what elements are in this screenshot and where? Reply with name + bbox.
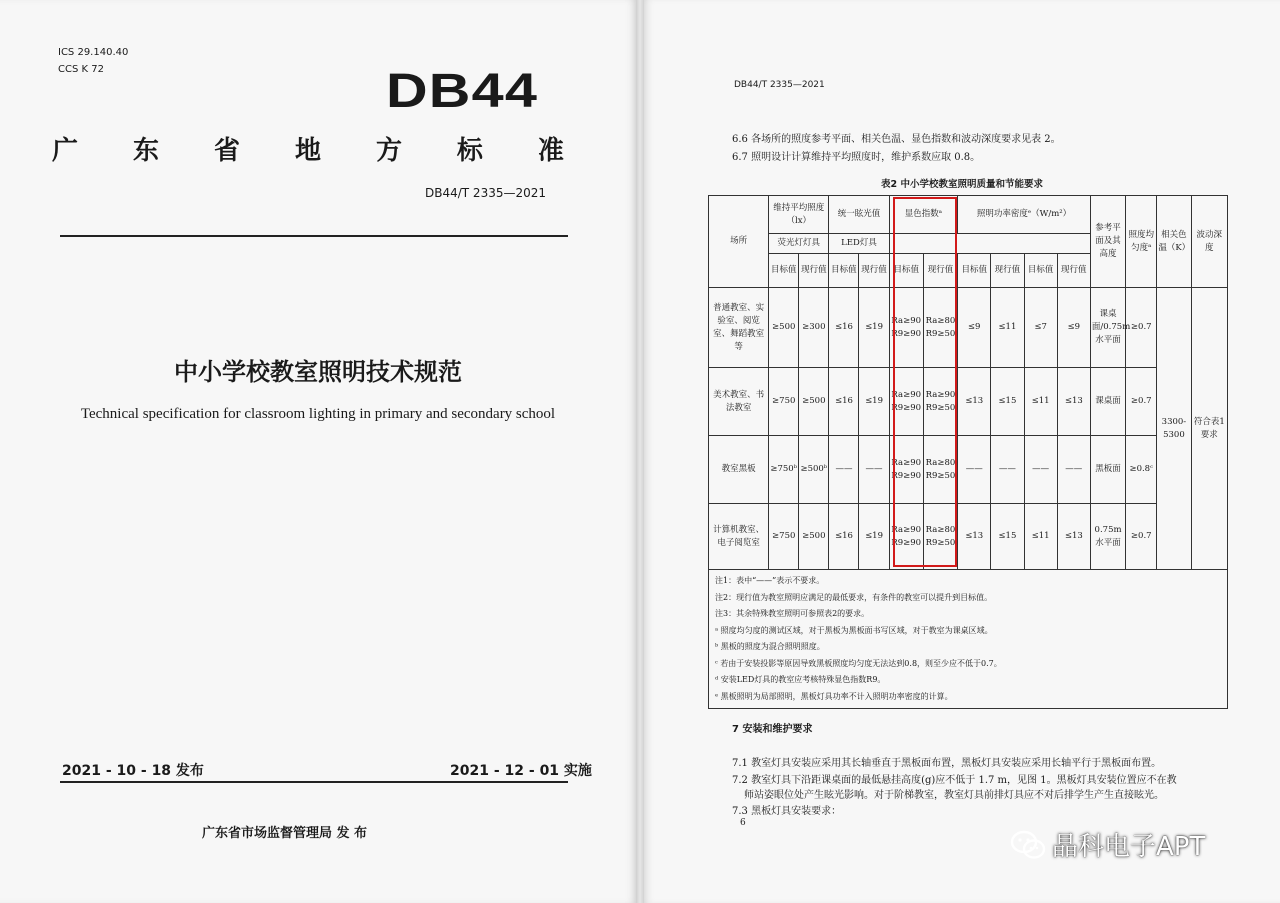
table-note: ᵈ 安装LED灯具的教室应考核特殊显色指数R9。 — [715, 675, 886, 684]
implement-date: 2021 - 12 - 01 实施 — [450, 763, 592, 779]
cell-cri-current: Ra≥80 R9≥50 — [923, 504, 957, 570]
cell-cri-current: Ra≥80 R9≥50 — [923, 288, 957, 368]
header-target: 目标值 — [829, 254, 859, 288]
cell-led-target: ≤7 — [1024, 288, 1057, 368]
clause-7-3: 7.3 黑板灯具安装要求： — [732, 806, 842, 817]
header-fluorescent: 荧光灯灯具 — [769, 234, 829, 254]
header-ref-plane: 参考平面及其高度 — [1090, 196, 1125, 288]
clause-6-6: 6.6 各场所的照度参考平面、相关色温、显色指数和波动深度要求见表 2。 — [732, 134, 1061, 145]
header-cct: 相关色温（K） — [1157, 196, 1191, 288]
clause-7-2-cont: 师站姿眼位处产生眩光影响。对于阶梯教室，教室灯具前排灯具应不对后排学生产生直接眩光。 — [744, 790, 1164, 801]
watermark — [1010, 826, 1205, 863]
category-char: 地 — [294, 136, 321, 166]
cell-fluor-target: ≤13 — [958, 368, 991, 436]
cell-ref-plane: 0.75m水平面 — [1090, 504, 1125, 570]
cell-led-target: —— — [1024, 436, 1057, 504]
standard-code: DB44/T 2335—2021 — [425, 186, 547, 200]
table-row — [709, 436, 1228, 504]
table-row — [709, 368, 1228, 436]
table-note: ᶜ 若由于安装投影等原因导致黑板照度均匀度无法达到0.8，则至少应不低于0.7。 — [715, 658, 1002, 668]
cell-fluor-current: ≤11 — [991, 288, 1024, 368]
category-char: 方 — [375, 136, 402, 166]
table-row — [709, 288, 1228, 368]
category-char: 省 — [213, 136, 240, 166]
cell-place: 普通教室、实验室、阅览室、舞蹈教室等 — [709, 288, 769, 368]
table-note: 注2：现行值为教室照明应满足的最低要求，有条件的教室可以提升到目标值。 — [715, 592, 993, 602]
category-char: 东 — [132, 136, 159, 166]
cell-cri-current: Ra≥80 R9≥50 — [923, 436, 957, 504]
cell-ugr-target: ≤16 — [829, 288, 859, 368]
cell-fluor-target: ≤9 — [958, 288, 991, 368]
cell-cri-target: Ra≥90 R9≥90 — [889, 368, 923, 436]
header-current: 现行值 — [1057, 254, 1090, 288]
header-illuminance: 维持平均照度（lx） — [769, 196, 829, 234]
section-7-heading: 7 安装和维护要求 — [732, 724, 813, 735]
clause-7-1: 7.1 教室灯具安装应采用其长轴垂直于黑板面布置，黑板灯具安装应采用长轴平行于黑板面布置。 — [732, 758, 1162, 769]
cell-illum-target: ≥750ᵇ — [769, 436, 799, 504]
cell-illum-current: ≥500ᵇ — [799, 436, 829, 504]
header-led: LED灯具 — [829, 234, 889, 254]
lighting-quality-table — [708, 195, 1228, 709]
ics-code: ICS 29.140.40 — [58, 47, 129, 58]
table-notes — [709, 570, 1228, 709]
header-target: 目标值 — [889, 254, 923, 288]
cri-highlight-box — [893, 197, 957, 567]
category-char: 准 — [537, 136, 564, 166]
divider — [60, 235, 568, 237]
table-row — [709, 504, 1228, 570]
header-current: 现行值 — [991, 254, 1024, 288]
header-lpd: 照明功率密度ᵉ（W/m²） — [958, 196, 1091, 234]
page-number: 6 — [740, 818, 746, 828]
book-gutter — [636, 0, 644, 903]
cell-cct: 3300-5300 — [1157, 288, 1191, 570]
header-cri: 显色指数ᵃ — [889, 196, 958, 234]
clause-6-7: 6.7 照明设计计算维持平均照度时，维护系数应取 0.8。 — [732, 152, 981, 163]
cell-uniformity: ≥0.8ᶜ — [1126, 436, 1157, 504]
header-current: 现行值 — [859, 254, 889, 288]
page-header: DB44/T 2335—2021 — [734, 80, 825, 90]
cell-uniformity: ≥0.7 — [1126, 368, 1157, 436]
cell-fluor-target: —— — [958, 436, 991, 504]
table-note: ᵃ 照度均匀度的测试区域，对于黑板为黑板面书写区域，对于教室为课桌区域。 — [715, 625, 993, 635]
cell-led-current: ≤13 — [1057, 504, 1090, 570]
cell-led-target: ≤11 — [1024, 504, 1057, 570]
ccs-code: CCS K 72 — [58, 64, 104, 75]
cell-cri-target: Ra≥90 R9≥90 — [889, 288, 923, 368]
cell-illum-target: ≥500 — [769, 288, 799, 368]
watermark-text: 晶科电子APT — [1052, 832, 1206, 862]
cell-ref-plane: 课桌面 — [1090, 368, 1125, 436]
cell-illum-current: ≥500 — [799, 504, 829, 570]
table-note: ᵇ 黑板的照度为混合照明照度。 — [715, 642, 825, 651]
cell-led-current: ≤9 — [1057, 288, 1090, 368]
publish-date: 2021 - 10 - 18 发布 — [62, 763, 204, 779]
table-note: ᵉ 黑板照明为局部照明，黑板灯具功率不计入照明功率密度的计算。 — [715, 691, 953, 701]
publisher: 广东省市场监督管理局 发 布 — [202, 826, 368, 841]
category-char: 标 — [456, 136, 483, 166]
cell-flicker: 符合表1要求 — [1191, 288, 1227, 570]
cell-ugr-current: ≤19 — [859, 504, 889, 570]
header-target: 目标值 — [958, 254, 991, 288]
cell-illum-current: ≥500 — [799, 368, 829, 436]
cell-place: 美术教室、书法教室 — [709, 368, 769, 436]
cell-ref-plane: 黑板面 — [1090, 436, 1125, 504]
cell-ugr-target: ≤16 — [829, 504, 859, 570]
cell-led-current: —— — [1057, 436, 1090, 504]
db44-logo: DB44 — [386, 65, 539, 118]
classification-codes — [58, 44, 128, 78]
cell-illum-target: ≥750 — [769, 504, 799, 570]
header-ugr: 统一眩光值 — [829, 196, 889, 234]
header-target: 目标值 — [769, 254, 799, 288]
cell-place: 教室黑板 — [709, 436, 769, 504]
table-note: 注1：表中“——”表示不要求。 — [715, 576, 825, 585]
cell-led-current: ≤13 — [1057, 368, 1090, 436]
table-note: 注3：其余特殊教室照明可参照表2的要求。 — [715, 609, 870, 618]
cell-ugr-target: ≤16 — [829, 368, 859, 436]
cell-uniformity: ≥0.7 — [1126, 288, 1157, 368]
table-notes-row — [709, 570, 1228, 709]
cell-cri-target: Ra≥90 R9≥90 — [889, 504, 923, 570]
header-current: 现行值 — [799, 254, 829, 288]
header-place: 场所 — [709, 196, 769, 288]
category-char: 广 — [52, 136, 79, 166]
cell-place: 计算机教室、电子阅览室 — [709, 504, 769, 570]
divider — [60, 781, 568, 783]
header-flicker: 波动深度 — [1191, 196, 1227, 288]
cell-illum-current: ≥300 — [799, 288, 829, 368]
header-current: 现行值 — [923, 254, 957, 288]
table-caption: 表2 中小学校教室照明质量和节能要求 — [881, 179, 1043, 190]
cell-cri-target: Ra≥90 R9≥90 — [889, 436, 923, 504]
cell-illum-target: ≥750 — [769, 368, 799, 436]
cell-ugr-current: ≤19 — [859, 288, 889, 368]
clause-7-2: 7.2 教室灯具下沿距课桌面的最低悬挂高度(g)应不低于 1.7 m，见图 1。黑板灯具安装位置应不在教 — [732, 775, 1177, 786]
cell-fluor-current: —— — [991, 436, 1024, 504]
cell-fluor-target: ≤13 — [958, 504, 991, 570]
cell-fluor-current: ≤15 — [991, 368, 1024, 436]
wechat-icon — [1010, 830, 1046, 860]
cell-ugr-target: —— — [829, 436, 859, 504]
cover-page — [0, 0, 636, 903]
cell-ugr-current: —— — [859, 436, 889, 504]
cell-led-target: ≤11 — [1024, 368, 1057, 436]
standard-category — [52, 130, 564, 167]
content-page — [644, 0, 1280, 903]
header-uniformity: 照度均匀度ᵃ — [1126, 196, 1157, 288]
document-title-en: Technical specification for classroom lighting in primary and secondary school — [80, 406, 556, 422]
cell-ugr-current: ≤19 — [859, 368, 889, 436]
document-title-cn: 中小学校教室照明技术规范 — [174, 358, 462, 386]
cell-ref-plane: 课桌面/0.75m水平面 — [1090, 288, 1125, 368]
header-target: 目标值 — [1024, 254, 1057, 288]
cell-uniformity: ≥0.7 — [1126, 504, 1157, 570]
cell-cri-current: Ra≥90 R9≥50 — [923, 368, 957, 436]
cell-fluor-current: ≤15 — [991, 504, 1024, 570]
